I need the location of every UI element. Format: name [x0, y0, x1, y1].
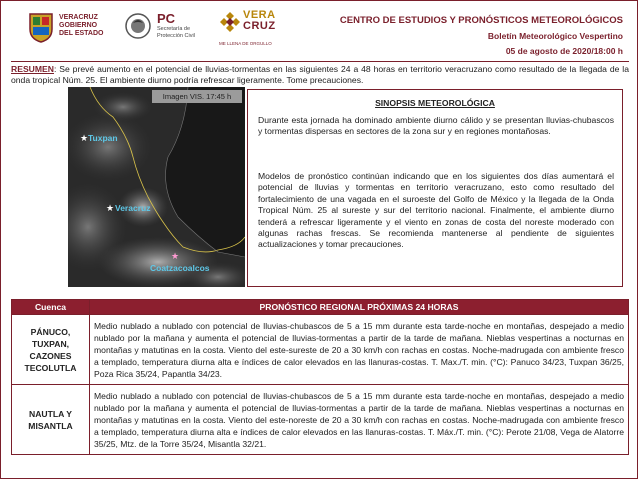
- basin-forecast-text: Medio nublado a nublado con potencial de lluvias-chubascos de 5 a 15 mm durante esta tarde-noche en montañas, despejado a medio nublado por la mañana y aumenta el potencial de lluvias-tormentas a partir de la tarde de mañana. Nieblas vespertinas a nocturnas en montañas y matutinas en la costa. Viento del este-sureste de 20 a 30 km/h con rachas en costas. Noche-madrugada con ambiente fresco a templado, temperatura diurna alta e índices de calor elevados en las llanuras-costas. T. Max./T. min. (°C): Panuco 34/23, Tuxpan 36/25, Poza Rica 35/24, Papantla 34/23.: [90, 315, 629, 385]
- summary-paragraph: [11, 61, 629, 86]
- veracruz-logo-text: VERACRUZ GOBIERNO DEL ESTADO: [59, 14, 104, 37]
- veracruz-government-logo: [27, 9, 123, 45]
- synopsis-title: SINOPSIS METEOROLÓGICA: [375, 98, 495, 108]
- summary-label: RESUMEN: [11, 64, 54, 74]
- synopsis-paragraph-1: Durante esta jornada ha dominado ambiente diurno cálido y se presentan lluvias-chubascos y tormentas dispersas en sectores de la zona sur y en regiones montañosas.: [258, 115, 614, 137]
- center-title: CENTRO DE ESTUDIOS Y PRONÓSTICOS METEOROLÓGICOS: [339, 15, 623, 26]
- table-header-row: [12, 300, 629, 315]
- coatzacoalcos-star-icon: ★: [171, 252, 180, 262]
- table-row: [12, 315, 629, 385]
- image-time-badge: Imagen VIS. 17:45 h: [152, 90, 242, 103]
- veracruz-star-icon: ★: [106, 204, 115, 214]
- eagle-emblem-icon: [125, 11, 151, 41]
- veracruz-orgullo-logo: VERA CRUZ ME LLENA DE ORGULLO: [219, 9, 276, 46]
- summary-text: : Se prevé aumento en el potencial de lluvias-tormentas en las siguientes 24 a 48 horas en territorio veracruzano como resultado de la llegada de la onda tropical Núm. 25. El ambiente diurno podría refrescar ligeramente. Tome precauciones.: [11, 64, 629, 85]
- regional-forecast-table: [11, 299, 629, 455]
- satellite-imagery: [68, 87, 245, 287]
- synopsis-box: [247, 89, 623, 287]
- synopsis-paragraph-2: Modelos de pronóstico continúan indicando que en los siguientes dos días aumentará el potencial de lluvias y tormentas en territorio veracruzano, esto como resultado del fortalecimiento de una vagada en el suroeste del Golfo de México y la llegada de la Onda Tropical Núm. 25 al sureste y sur del territorio nacional. Finalmente, el ambiente diurno tenderá a refrescar ligeramente y el viento en zonas de costa del noreste moderado con algunas rachas frescas. Se recomienda mantenerse al pendiente de siguientes actualizaciones y tomar precauciones.: [258, 171, 614, 250]
- table-row: [12, 385, 629, 455]
- column-header-forecast: PRONÓSTICO REGIONAL PRÓXIMAS 24 HORAS: [90, 300, 629, 315]
- city-label-tuxpan: Tuxpan: [88, 133, 118, 143]
- state-seal-icon: [27, 11, 55, 43]
- city-label-coatzacoalcos: Coatzacoalcos: [150, 263, 210, 273]
- basin-name: PÁNUCO, TUXPAN, CAZONES TECOLUTLA: [12, 315, 90, 385]
- tuxpan-star-icon: ★: [80, 134, 89, 144]
- column-header-cuenca: Cuenca: [12, 300, 90, 315]
- proteccion-civil-logo: PC Secretaría de Protección Civil: [125, 9, 209, 45]
- basin-forecast-text: Medio nublado a nublado con potencial de lluvias-chubascos de 5 a 15 mm durante esta tarde-noche en montañas, despejado a medio nublado por la mañana y aumenta el potencial de lluvias-tormentas a partir de la tarde de mañana. Nieblas vespertinas a nocturnas en montañas y matutinas en la costa. Viento del este-noreste de 20 a 30 km/h con rachas en costas. Noche-madrugada con ambiente fresco a templado, temperatura diurna alta e índices de calor elevados en las llanuras-costas. T. Máx./T. min. (°C): Perote 21/08, Vega de Alatorre 35/25, Mtz. de la Torre 35/24, Misantla 32/21.: [90, 385, 629, 455]
- city-label-veracruz: Veracruz: [115, 203, 151, 213]
- diamond-pattern-icon: [219, 11, 241, 33]
- satellite-image: [68, 87, 245, 287]
- basin-name: NAUTLA Y MISANTLA: [12, 385, 90, 455]
- bulletin-date: 05 de agosto de 2020/18:00 h: [505, 46, 623, 56]
- bulletin-type: Boletín Meteorológico Vespertino: [487, 31, 623, 41]
